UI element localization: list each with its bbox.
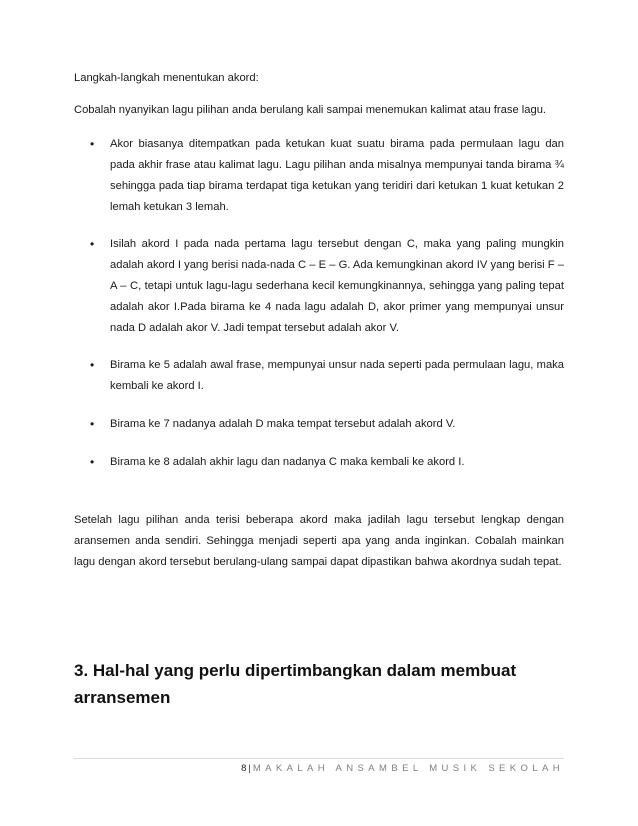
body-content bbox=[74, 68, 564, 473]
page-number: 8 bbox=[241, 763, 247, 774]
list-item bbox=[74, 134, 564, 218]
footer-separator: | bbox=[248, 763, 251, 774]
intro-text: Langkah-langkah menentukan akord: bbox=[74, 72, 259, 84]
list-item bbox=[74, 234, 564, 339]
list-item-text: Isilah akord I pada nada pertama lagu tersebut dengan C, maka yang paling mungkin adalah akord I yang berisi nada-nada C – E – G. Ada kemungkinan akord IV yang berisi F – A – C, tetapi untuk lagu-lagu sederhana kecil kemungkinannya, sehingga yang paling tepat adalah akor I.Pada birama ke 4 nada lagu adalah D, akor primer yang mempunyai unsur nada D adalah akor V. Jadi tempat tersebut adalah akor V. bbox=[110, 238, 564, 334]
footer-divider bbox=[74, 758, 564, 759]
bullet-icon: • bbox=[90, 137, 95, 151]
list-item-text: Birama ke 7 nadanya adalah D maka tempat tersebut adalah akord V. bbox=[110, 418, 456, 430]
page-footer bbox=[241, 762, 564, 776]
footer-title: MAKALAH ANSAMBEL MUSIK SEKOLAH bbox=[252, 763, 564, 774]
closing-paragraph: Setelah lagu pilihan anda terisi beberapa akord maka jadilah lagu tersebut lengkap dengan aransemen anda sendiri. Sehingga menjadi seperti apa yang anda inginkan. Cobalah mainkan lagu dengan akord tersebut berulang-ulang sampai dapat dipastikan bahwa akordnya sudah tepat. bbox=[74, 514, 564, 568]
list-item bbox=[74, 452, 564, 473]
section-heading: 3. Hal-hal yang perlu dipertimbangkan dalam membuat arransemen bbox=[74, 661, 517, 707]
bullet-icon: • bbox=[90, 417, 95, 431]
lead-paragraph: Cobalah nyanyikan lagu pilihan anda berulang kali sampai menemukan kalimat atau frase lagu. bbox=[74, 104, 547, 116]
bullet-icon: • bbox=[90, 455, 95, 469]
list-item-text: Birama ke 5 adalah awal frase, mempunyai unsur nada seperti pada permulaan lagu, maka kembali ke akord I. bbox=[110, 359, 564, 392]
list-item bbox=[74, 355, 564, 397]
steps-list bbox=[74, 134, 564, 473]
bullet-icon: • bbox=[90, 358, 95, 372]
list-item-text: Akor biasanya ditempatkan pada ketukan kuat suatu birama pada permulaan lagu dan pada akhir frase atau kalimat lagu. Lagu pilihan anda misalnya mempunyai tanda birama ¾ sehingga pada tiap birama terdapat tiga ketukan yang teridiri dari ketukan 1 kuat ketukan 2 lemah ketukan 3 lemah. bbox=[110, 138, 564, 213]
bullet-icon: • bbox=[90, 237, 95, 251]
list-item-text: Birama ke 8 adalah akhir lagu dan nadanya C maka kembali ke akord I. bbox=[110, 456, 465, 468]
list-item bbox=[74, 414, 564, 435]
